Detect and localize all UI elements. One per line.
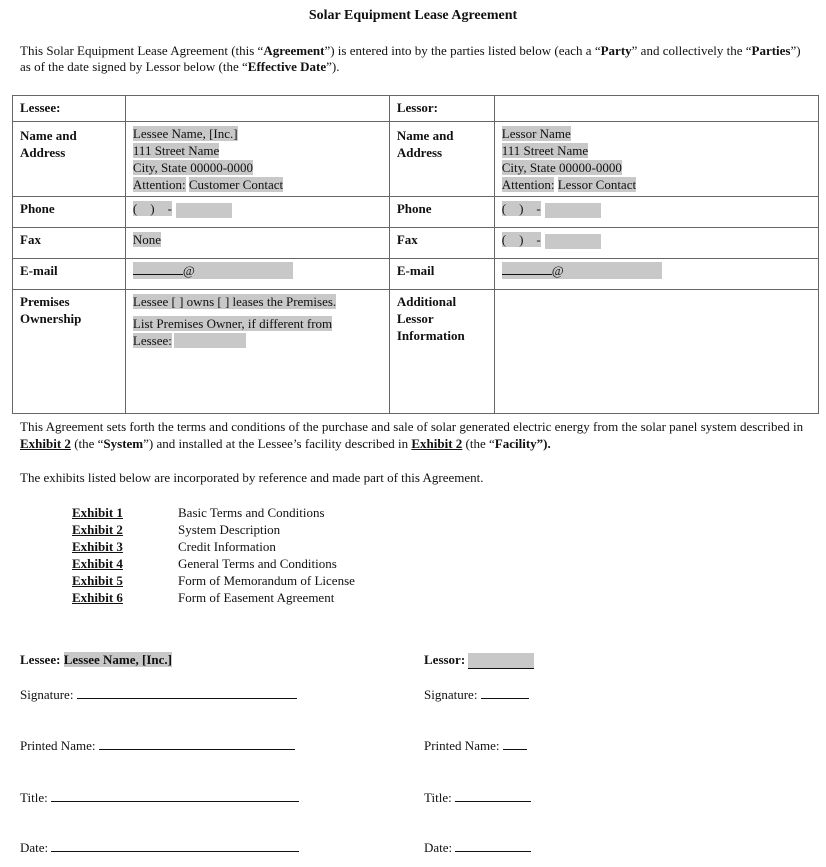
lessee-phone-field[interactable]: ( ) - <box>132 201 172 216</box>
lessor-attention-label: Attention: <box>501 177 555 192</box>
lessor-street-field[interactable]: 111 Street Name <box>501 143 589 158</box>
lessor-date-line[interactable] <box>424 839 531 856</box>
lessee-signature-line[interactable] <box>20 686 297 703</box>
exhibit-label: Exhibit 4 <box>72 556 123 571</box>
lessee-email-cell[interactable] <box>125 259 389 290</box>
agreement-paragraph <box>20 418 810 452</box>
exhibit-description: Basic Terms and Conditions <box>178 505 325 520</box>
signature-label: Signature: <box>20 687 74 702</box>
lessee-name-address[interactable] <box>125 122 389 197</box>
lessor-fax-field[interactable]: ( ) - <box>501 232 541 247</box>
lessor-label: Lessor: <box>424 652 466 667</box>
lessee-email-label: E-mail <box>13 259 126 290</box>
lessor-phone-cell[interactable] <box>494 197 818 228</box>
lessor-email-cell[interactable] <box>494 259 818 290</box>
lessee-signature-header <box>20 652 172 668</box>
term-parties: Parties <box>751 43 791 58</box>
premises-ownership-cell[interactable] <box>125 290 389 414</box>
email-at: @ <box>182 263 195 278</box>
lessee-label: Lessee: <box>20 652 61 667</box>
lessor-fax-number-blank[interactable] <box>545 234 601 249</box>
lessor-header: Lessor: <box>389 96 494 122</box>
lessee-printed-name-line[interactable] <box>20 737 295 754</box>
exhibit-row <box>72 504 355 521</box>
paragraph-text: (the “ <box>70 436 104 451</box>
lessee-name-address-label <box>13 122 126 197</box>
lessor-phone-label: Phone <box>389 197 494 228</box>
lessee-attention-field[interactable]: Customer Contact <box>188 177 284 192</box>
lessee-name-field[interactable]: Lessee Name, [Inc.] <box>132 126 238 141</box>
lessor-date-field[interactable] <box>455 839 531 852</box>
paragraph-text: (the “ <box>462 436 495 451</box>
lessee-street-field[interactable]: 111 Street Name <box>132 143 220 158</box>
printed-name-label: Printed Name: <box>20 738 96 753</box>
lessee-printed-name-field[interactable] <box>99 737 295 750</box>
intro-text: ”) is entered into by the parties listed below (each a “ <box>324 43 601 58</box>
lessee-title-field[interactable] <box>51 789 299 802</box>
signature-label: Signature: <box>424 687 478 702</box>
parties-table <box>12 95 819 414</box>
lessee-title-line[interactable] <box>20 789 299 806</box>
lessor-signature-header <box>424 652 534 669</box>
lessee-signature-field[interactable] <box>77 686 297 699</box>
paragraph-text: This Agreement sets forth the terms and conditions of the purchase and sale of solar generated electric energy from the solar panel system described in <box>20 419 804 434</box>
exhibit-description: General Terms and Conditions <box>178 556 337 571</box>
term-party: Party <box>600 43 632 58</box>
lessee-date-field[interactable] <box>51 839 299 852</box>
lessee-email-field[interactable] <box>133 262 293 279</box>
lessor-fax-cell[interactable] <box>494 228 818 259</box>
date-label: Date: <box>424 840 453 855</box>
lessee-fax-field[interactable]: None <box>132 232 162 247</box>
lessor-printed-name-line[interactable] <box>424 737 527 754</box>
lessor-phone-field[interactable]: ( ) - <box>501 201 541 216</box>
paragraph-text: ”) and installed at the Lessee’s facility described in <box>143 436 412 451</box>
exhibit-list <box>72 504 355 606</box>
lessor-signature-field[interactable] <box>481 686 529 699</box>
premises-owner-field[interactable]: List Premises Owner, if different from Lessee: <box>132 316 333 348</box>
title-label: Title: <box>424 790 452 805</box>
label-text: Name and Address <box>20 128 77 160</box>
exhibit-label: Exhibit 1 <box>72 505 123 520</box>
term-agreement: Agreement <box>263 43 325 58</box>
lessor-name-field[interactable]: Lessor Name <box>501 126 571 141</box>
intro-text: ”). <box>326 59 340 74</box>
exhibit-label: Exhibit 5 <box>72 573 123 588</box>
lessee-city-field[interactable]: City, State 00000-0000 <box>132 160 254 175</box>
lessor-title-field[interactable] <box>455 789 531 802</box>
lessor-attention-field[interactable]: Lessor Contact <box>557 177 637 192</box>
lessor-header-blank <box>494 96 818 122</box>
intro-text: ” and collectively the “ <box>631 43 752 58</box>
email-at: @ <box>551 263 564 278</box>
premises-ownership-label <box>13 290 126 414</box>
term-facility: Facility”). <box>494 436 551 451</box>
lessor-name-address-label <box>389 122 494 197</box>
lessor-name-address[interactable] <box>494 122 818 197</box>
additional-lessor-info-label <box>389 290 494 414</box>
exhibit-row <box>72 555 355 572</box>
lessor-fax-label: Fax <box>389 228 494 259</box>
lessee-fax-label: Fax <box>13 228 126 259</box>
intro-paragraph <box>20 43 810 75</box>
title-label: Title: <box>20 790 48 805</box>
additional-lessor-info-cell[interactable] <box>494 290 818 414</box>
lessor-name-field[interactable] <box>468 653 534 669</box>
lessee-header-blank <box>125 96 389 122</box>
exhibit-row <box>72 589 355 606</box>
premises-ownership-field[interactable]: Lessee [ ] owns [ ] leases the Premises. <box>132 294 337 309</box>
intro-text: ”) as of the date signed by Lessor below (the “ <box>20 43 801 74</box>
exhibit-description: System Description <box>178 522 281 537</box>
printed-name-label: Printed Name: <box>424 738 500 753</box>
lessee-header: Lessee: <box>13 96 126 122</box>
lessee-phone-cell[interactable] <box>125 197 389 228</box>
lessor-signature-line[interactable] <box>424 686 529 703</box>
label-text: Additional Lessor Information <box>396 294 465 343</box>
intro-text: This Solar Equipment Lease Agreement (this “ <box>20 43 264 58</box>
exhibit-description: Form of Easement Agreement <box>178 590 335 605</box>
lessor-title-line[interactable] <box>424 789 531 806</box>
lessor-phone-number-blank[interactable] <box>545 203 601 218</box>
exhibits-intro: The exhibits listed below are incorporated by reference and made part of this Agreement. <box>20 470 484 485</box>
exhibit-label: Exhibit 3 <box>72 539 123 554</box>
lessor-printed-name-field[interactable] <box>503 737 527 750</box>
exhibit-row <box>72 538 355 555</box>
exhibit-row <box>72 572 355 589</box>
document-title: Solar Equipment Lease Agreement <box>308 8 518 23</box>
label-text: Name and Address <box>396 128 454 160</box>
lessor-city-field[interactable]: City, State 00000-0000 <box>501 160 622 175</box>
lessee-date-line[interactable] <box>20 839 299 856</box>
term-effective-date: Effective Date <box>247 59 327 74</box>
premises-owner-blank[interactable] <box>174 333 246 348</box>
exhibit-2-reference: Exhibit 2 <box>411 436 463 451</box>
lessee-name-field[interactable]: Lessee Name, [Inc.] <box>63 652 172 667</box>
exhibit-description: Credit Information <box>178 539 276 554</box>
term-system: System <box>103 436 144 451</box>
exhibit-row <box>72 521 355 538</box>
lessee-attention-label: Attention: <box>132 177 186 192</box>
exhibit-description: Form of Memorandum of License <box>178 573 355 588</box>
lessee-phone-number-blank[interactable] <box>176 203 232 218</box>
lessor-email-label: E-mail <box>389 259 494 290</box>
label-text: Premises Ownership <box>20 294 82 326</box>
exhibit-label: Exhibit 6 <box>72 590 123 605</box>
date-label: Date: <box>20 840 49 855</box>
lessor-email-field[interactable] <box>502 262 662 279</box>
exhibit-2-reference: Exhibit 2 <box>20 436 71 451</box>
exhibit-label: Exhibit 2 <box>72 522 123 537</box>
lessee-fax-cell[interactable] <box>125 228 389 259</box>
lessee-phone-label: Phone <box>13 197 126 228</box>
